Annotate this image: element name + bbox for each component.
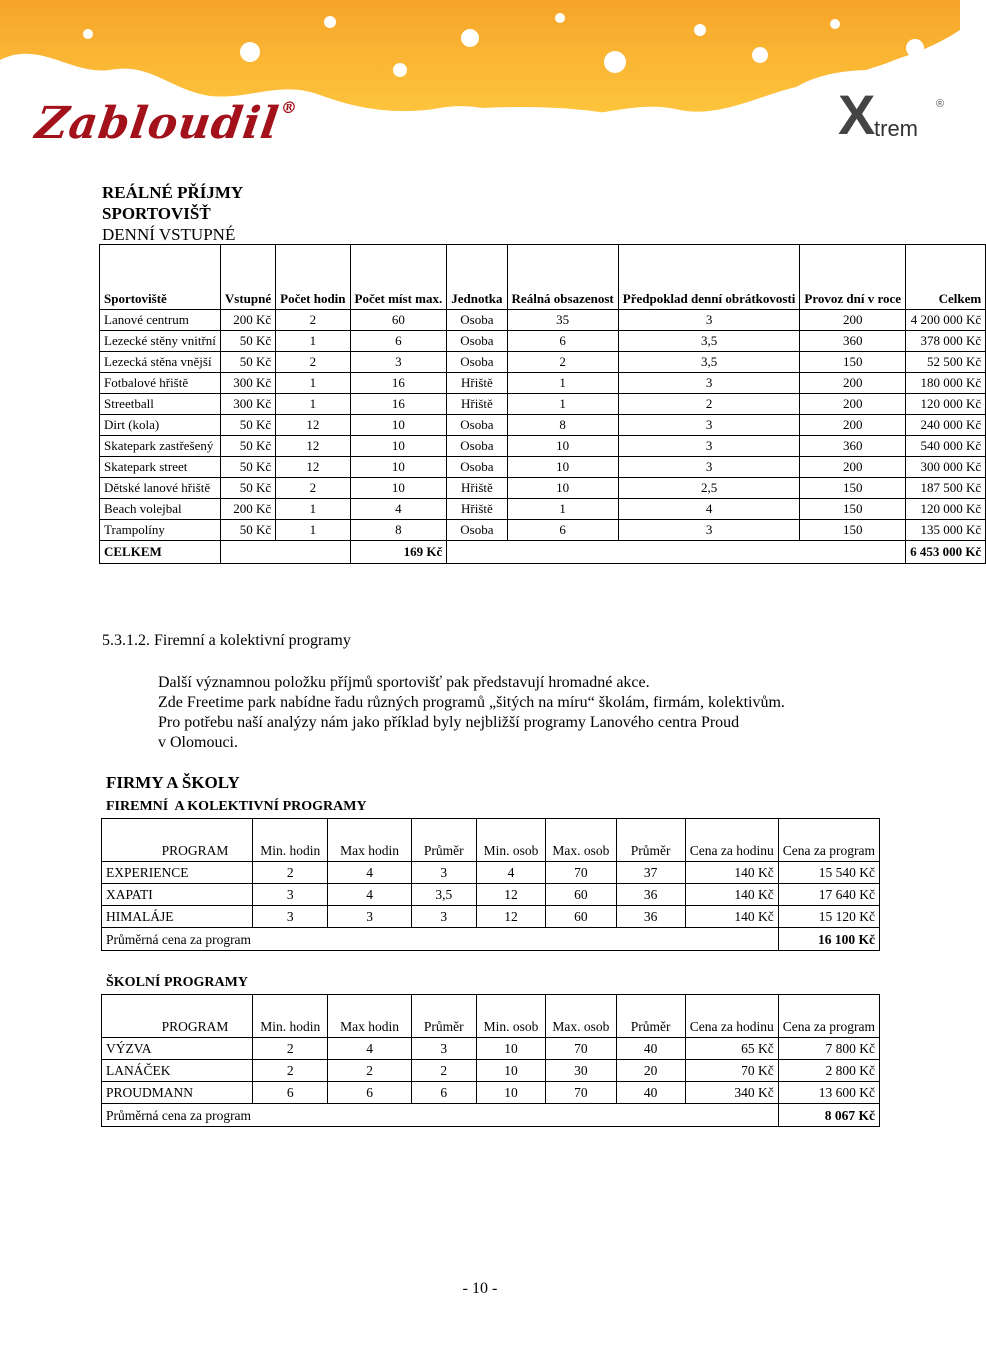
table-cell: 10 bbox=[476, 1060, 546, 1082]
section-paragraph bbox=[158, 673, 898, 753]
table-cell: 10 bbox=[476, 1082, 546, 1104]
table-cell: 200 Kč bbox=[220, 310, 275, 331]
header-banner bbox=[0, 0, 960, 185]
table-cell: 10 bbox=[507, 457, 618, 478]
table-cell: 50 Kč bbox=[220, 436, 275, 457]
table-cell: 2 bbox=[328, 1060, 411, 1082]
table-cell: Streetball bbox=[100, 394, 221, 415]
table-cell: 300 Kč bbox=[220, 373, 275, 394]
table-cell: 2 bbox=[253, 1060, 328, 1082]
table-cell: 2 bbox=[253, 862, 328, 884]
table-cell: 1 bbox=[276, 499, 350, 520]
col-header: Cena za program bbox=[778, 819, 879, 862]
table-cell: PROUDMANN bbox=[102, 1082, 253, 1104]
table-cell: 2 bbox=[276, 478, 350, 499]
table-cell: 120 000 Kč bbox=[906, 394, 986, 415]
paragraph-line: v Olomouci. bbox=[158, 734, 238, 751]
table-cell: 36 bbox=[616, 906, 685, 928]
heading-realne-prijmy: REÁLNÉ PŘÍJMY bbox=[102, 183, 244, 202]
heading-firmy-a-skoly: FIRMY A ŠKOLY bbox=[106, 773, 240, 792]
table-cell: Skatepark zastřešený bbox=[100, 436, 221, 457]
table-cell: 65 Kč bbox=[685, 1038, 778, 1060]
table-cell: 10 bbox=[476, 1038, 546, 1060]
table-cell: Hřiště bbox=[447, 499, 507, 520]
table-cell: 2,5 bbox=[618, 478, 800, 499]
zabloudil-logo bbox=[32, 98, 299, 149]
table-cell: 140 Kč bbox=[685, 862, 778, 884]
table-row bbox=[100, 478, 986, 499]
col-header: Cena za hodinu bbox=[685, 995, 778, 1038]
table-cell: 2 bbox=[618, 394, 800, 415]
table-cell: 50 Kč bbox=[220, 520, 275, 541]
table-cell: 200 bbox=[800, 457, 906, 478]
table-cell: 36 bbox=[616, 884, 685, 906]
table-cell: 3 bbox=[411, 862, 476, 884]
table-cell: 300 000 Kč bbox=[906, 457, 986, 478]
table-cell: 10 bbox=[507, 478, 618, 499]
table-cell: 40 bbox=[616, 1038, 685, 1060]
table-cell: 50 Kč bbox=[220, 415, 275, 436]
col-header: Min. osob bbox=[476, 819, 546, 862]
xtrem-registered-mark: ® bbox=[936, 98, 945, 110]
table-cell: 6 bbox=[350, 331, 447, 352]
table-cell: 50 Kč bbox=[220, 352, 275, 373]
heading-firemni-programy: FIREMNÍ A KOLEKTIVNÍ PROGRAMY bbox=[106, 799, 367, 814]
paragraph-line: Zde Freetime park nabídne řadu různých programů „šitých na míru“ školám, firmám, kolektivům. bbox=[158, 694, 785, 711]
table-cell: 200 Kč bbox=[220, 499, 275, 520]
table-cell: 540 000 Kč bbox=[906, 436, 986, 457]
table-cell: Lanové centrum bbox=[100, 310, 221, 331]
table-row bbox=[102, 1060, 880, 1082]
average-value: 16 100 Kč bbox=[778, 928, 879, 951]
table-cell: 2 bbox=[253, 1038, 328, 1060]
table-cell: 3,5 bbox=[618, 331, 800, 352]
table-cell: 12 bbox=[476, 906, 546, 928]
table-cell: 140 Kč bbox=[685, 884, 778, 906]
section-title: 5.3.1.2. Firemní a kolektivní programy bbox=[102, 632, 351, 649]
table-cell: 200 bbox=[800, 310, 906, 331]
daily-admission-table bbox=[99, 244, 986, 564]
col-header: Provoz dní v roce bbox=[800, 245, 906, 310]
col-header: Předpoklad denní obrátkovosti bbox=[618, 245, 800, 310]
xtrem-x: X bbox=[838, 83, 876, 146]
table-cell: 7 800 Kč bbox=[778, 1038, 879, 1060]
table-cell: 50 Kč bbox=[220, 331, 275, 352]
table-cell: Dětské lanové hřiště bbox=[100, 478, 221, 499]
table-cell: 200 bbox=[800, 373, 906, 394]
table-cell: Lezecká stěna vnější bbox=[100, 352, 221, 373]
table-header-row bbox=[102, 819, 880, 862]
average-label: Průměrná cena za program bbox=[102, 928, 779, 951]
table-cell: 135 000 Kč bbox=[906, 520, 986, 541]
total-sum: 6 453 000 Kč bbox=[906, 541, 986, 564]
table-cell: 12 bbox=[476, 884, 546, 906]
table-cell: 3 bbox=[350, 352, 447, 373]
table-cell: 340 Kč bbox=[685, 1082, 778, 1104]
col-header: PROGRAM bbox=[102, 819, 253, 862]
total-average-admission: 169 Kč bbox=[350, 541, 447, 564]
table-cell: 52 500 Kč bbox=[906, 352, 986, 373]
table-cell: 150 bbox=[800, 499, 906, 520]
table-cell: 30 bbox=[546, 1060, 616, 1082]
table-cell: 4 bbox=[350, 499, 447, 520]
table-cell: 360 bbox=[800, 436, 906, 457]
table-row bbox=[100, 394, 986, 415]
table-cell: HIMALÁJE bbox=[102, 906, 253, 928]
table-cell: 35 bbox=[507, 310, 618, 331]
table-cell: Beach volejbal bbox=[100, 499, 221, 520]
col-header: Počet hodin bbox=[276, 245, 350, 310]
table-cell: 6 bbox=[507, 520, 618, 541]
table-cell: 150 bbox=[800, 478, 906, 499]
table-cell: 360 bbox=[800, 331, 906, 352]
table-cell: 4 bbox=[328, 884, 411, 906]
table-cell: Osoba bbox=[447, 436, 507, 457]
table-cell: 60 bbox=[350, 310, 447, 331]
paragraph-line: Další významnou položku příjmů sportovišť pak představují hromadné akce. bbox=[158, 674, 650, 691]
table-cell: 60 bbox=[546, 906, 616, 928]
table-cell: 40 bbox=[616, 1082, 685, 1104]
table-cell: Osoba bbox=[447, 457, 507, 478]
table-cell: 187 500 Kč bbox=[906, 478, 986, 499]
table-cell: 10 bbox=[350, 415, 447, 436]
table-cell: 6 bbox=[411, 1082, 476, 1104]
table-cell: 15 540 Kč bbox=[778, 862, 879, 884]
col-header: Min. osob bbox=[476, 995, 546, 1038]
col-header: Max hodin bbox=[328, 819, 411, 862]
table-cell: Osoba bbox=[447, 415, 507, 436]
table-cell: 6 bbox=[253, 1082, 328, 1104]
table-cell: 240 000 Kč bbox=[906, 415, 986, 436]
table-row bbox=[100, 373, 986, 394]
table-cell: Trampolíny bbox=[100, 520, 221, 541]
table-cell: 70 Kč bbox=[685, 1060, 778, 1082]
corporate-programs-table bbox=[101, 818, 880, 951]
col-header: Vstupné bbox=[220, 245, 275, 310]
section-headings bbox=[102, 182, 243, 245]
table-cell: 4 bbox=[618, 499, 800, 520]
table-cell: 4 bbox=[328, 862, 411, 884]
col-header: Průměr bbox=[616, 995, 685, 1038]
table-cell: 1 bbox=[507, 499, 618, 520]
col-header: Sportoviště bbox=[100, 245, 221, 310]
table-cell: 1 bbox=[276, 394, 350, 415]
table-cell: 2 bbox=[507, 352, 618, 373]
table-row bbox=[100, 331, 986, 352]
col-header: Jednotka bbox=[447, 245, 507, 310]
table-cell: Hřiště bbox=[447, 373, 507, 394]
table-cell: 378 000 Kč bbox=[906, 331, 986, 352]
col-header: Min. hodin bbox=[253, 995, 328, 1038]
empty-cell bbox=[220, 541, 350, 564]
table-cell: 150 bbox=[800, 520, 906, 541]
table-cell: 2 bbox=[276, 352, 350, 373]
table-cell: 200 bbox=[800, 394, 906, 415]
col-header: Max hodin bbox=[328, 995, 411, 1038]
table-cell: 3 bbox=[618, 373, 800, 394]
logo-text: Zabloudil bbox=[32, 98, 283, 149]
table-cell: 180 000 Kč bbox=[906, 373, 986, 394]
empty-cell bbox=[447, 541, 906, 564]
paragraph-line: Pro potřebu naší analýzy nám jako příklad byly nejbližší programy Lanového centra Proud bbox=[158, 714, 740, 731]
col-header: Max. osob bbox=[546, 995, 616, 1038]
table-cell: 10 bbox=[507, 436, 618, 457]
table-cell: Lezecké stěny vnitřní bbox=[100, 331, 221, 352]
table-cell: 8 bbox=[507, 415, 618, 436]
table-cell: 3,5 bbox=[618, 352, 800, 373]
table-cell: 12 bbox=[276, 436, 350, 457]
table-row bbox=[100, 436, 986, 457]
page-number: - 10 - bbox=[462, 1280, 498, 1297]
col-header: Cena za program bbox=[778, 995, 879, 1038]
col-header: Min. hodin bbox=[253, 819, 328, 862]
table-cell: 37 bbox=[616, 862, 685, 884]
average-label: Průměrná cena za program bbox=[102, 1104, 779, 1127]
table-cell: 4 200 000 Kč bbox=[906, 310, 986, 331]
table-cell: 70 bbox=[546, 862, 616, 884]
header-background bbox=[0, 0, 960, 185]
heading-skolni-programy: ŠKOLNÍ PROGRAMY bbox=[106, 975, 248, 990]
col-header: Průměr bbox=[616, 819, 685, 862]
table-cell: 20 bbox=[616, 1060, 685, 1082]
table-header-row bbox=[102, 995, 880, 1038]
total-row bbox=[100, 541, 986, 564]
table-cell: 17 640 Kč bbox=[778, 884, 879, 906]
table-cell: Osoba bbox=[447, 520, 507, 541]
table-cell: 1 bbox=[276, 331, 350, 352]
table-row bbox=[100, 520, 986, 541]
table-cell: 10 bbox=[350, 478, 447, 499]
table-row bbox=[100, 310, 986, 331]
table-row bbox=[100, 415, 986, 436]
table-row bbox=[102, 884, 880, 906]
table-cell: Hřiště bbox=[447, 478, 507, 499]
table-cell: VÝZVA bbox=[102, 1038, 253, 1060]
table-cell: 3,5 bbox=[411, 884, 476, 906]
table-cell: 3 bbox=[253, 906, 328, 928]
table-cell: 50 Kč bbox=[220, 478, 275, 499]
col-header: Průměr bbox=[411, 995, 476, 1038]
table-cell: Fotbalové hřiště bbox=[100, 373, 221, 394]
school-programs-table bbox=[101, 994, 880, 1127]
table-cell: 15 120 Kč bbox=[778, 906, 879, 928]
table-cell: 16 bbox=[350, 373, 447, 394]
table-cell: 200 bbox=[800, 415, 906, 436]
table-row bbox=[102, 1082, 880, 1104]
heading-sportovist: SPORTOVIŠŤ bbox=[102, 204, 211, 223]
table-cell: EXPERIENCE bbox=[102, 862, 253, 884]
table-cell: 140 Kč bbox=[685, 906, 778, 928]
table-cell: Osoba bbox=[447, 352, 507, 373]
table-cell: 1 bbox=[276, 520, 350, 541]
table-cell: 4 bbox=[328, 1038, 411, 1060]
table-cell: Skatepark street bbox=[100, 457, 221, 478]
table-cell: 2 bbox=[276, 310, 350, 331]
table-cell: 2 bbox=[411, 1060, 476, 1082]
table-cell: 3 bbox=[618, 415, 800, 436]
table-cell: 16 bbox=[350, 394, 447, 415]
table-cell: 10 bbox=[350, 457, 447, 478]
table-cell: 3 bbox=[618, 310, 800, 331]
table-cell: 60 bbox=[546, 884, 616, 906]
table-cell: 6 bbox=[328, 1082, 411, 1104]
table-cell: 3 bbox=[411, 1038, 476, 1060]
table-cell: Dirt (kola) bbox=[100, 415, 221, 436]
table-cell: 2 800 Kč bbox=[778, 1060, 879, 1082]
average-row bbox=[102, 1104, 880, 1127]
table-cell: 70 bbox=[546, 1038, 616, 1060]
registered-mark: ® bbox=[279, 98, 300, 117]
col-header: Počet míst max. bbox=[350, 245, 447, 310]
table-cell: 3 bbox=[618, 457, 800, 478]
table-cell: 1 bbox=[507, 373, 618, 394]
heading-denni-vstupne: DENNÍ VSTUPNÉ bbox=[102, 225, 236, 244]
table-cell: 8 bbox=[350, 520, 447, 541]
table-cell: 10 bbox=[350, 436, 447, 457]
col-header: Max. osob bbox=[546, 819, 616, 862]
table-row bbox=[100, 499, 986, 520]
average-value: 8 067 Kč bbox=[778, 1104, 879, 1127]
table-row bbox=[102, 862, 880, 884]
table-cell: 120 000 Kč bbox=[906, 499, 986, 520]
col-header: Celkem bbox=[906, 245, 986, 310]
table-cell: 150 bbox=[800, 352, 906, 373]
table-cell: 300 Kč bbox=[220, 394, 275, 415]
col-header: Reálná obsazenost bbox=[507, 245, 618, 310]
table-cell: 3 bbox=[328, 906, 411, 928]
table-row bbox=[100, 457, 986, 478]
table-row bbox=[100, 352, 986, 373]
total-label: CELKEM bbox=[100, 541, 221, 564]
table-cell: 3 bbox=[618, 520, 800, 541]
table-cell: 4 bbox=[476, 862, 546, 884]
table-cell: 12 bbox=[276, 457, 350, 478]
table-cell: 3 bbox=[253, 884, 328, 906]
table-cell: 3 bbox=[618, 436, 800, 457]
table-row bbox=[102, 1038, 880, 1060]
table-cell: 3 bbox=[411, 906, 476, 928]
table-cell: 13 600 Kč bbox=[778, 1082, 879, 1104]
table-cell: 1 bbox=[276, 373, 350, 394]
table-header-row bbox=[100, 245, 986, 310]
xtrem-text: trem bbox=[874, 116, 918, 141]
table-cell: Osoba bbox=[447, 331, 507, 352]
average-row bbox=[102, 928, 880, 951]
table-cell: Osoba bbox=[447, 310, 507, 331]
table-cell: 70 bbox=[546, 1082, 616, 1104]
col-header: Cena za hodinu bbox=[685, 819, 778, 862]
table-row bbox=[102, 906, 880, 928]
table-cell: XAPATI bbox=[102, 884, 253, 906]
col-header: Průměr bbox=[411, 819, 476, 862]
table-cell: 50 Kč bbox=[220, 457, 275, 478]
table-cell: 6 bbox=[507, 331, 618, 352]
table-cell: LANÁČEK bbox=[102, 1060, 253, 1082]
table-cell: 12 bbox=[276, 415, 350, 436]
table-cell: Hřiště bbox=[447, 394, 507, 415]
table-cell: 1 bbox=[507, 394, 618, 415]
col-header: PROGRAM bbox=[102, 995, 253, 1038]
